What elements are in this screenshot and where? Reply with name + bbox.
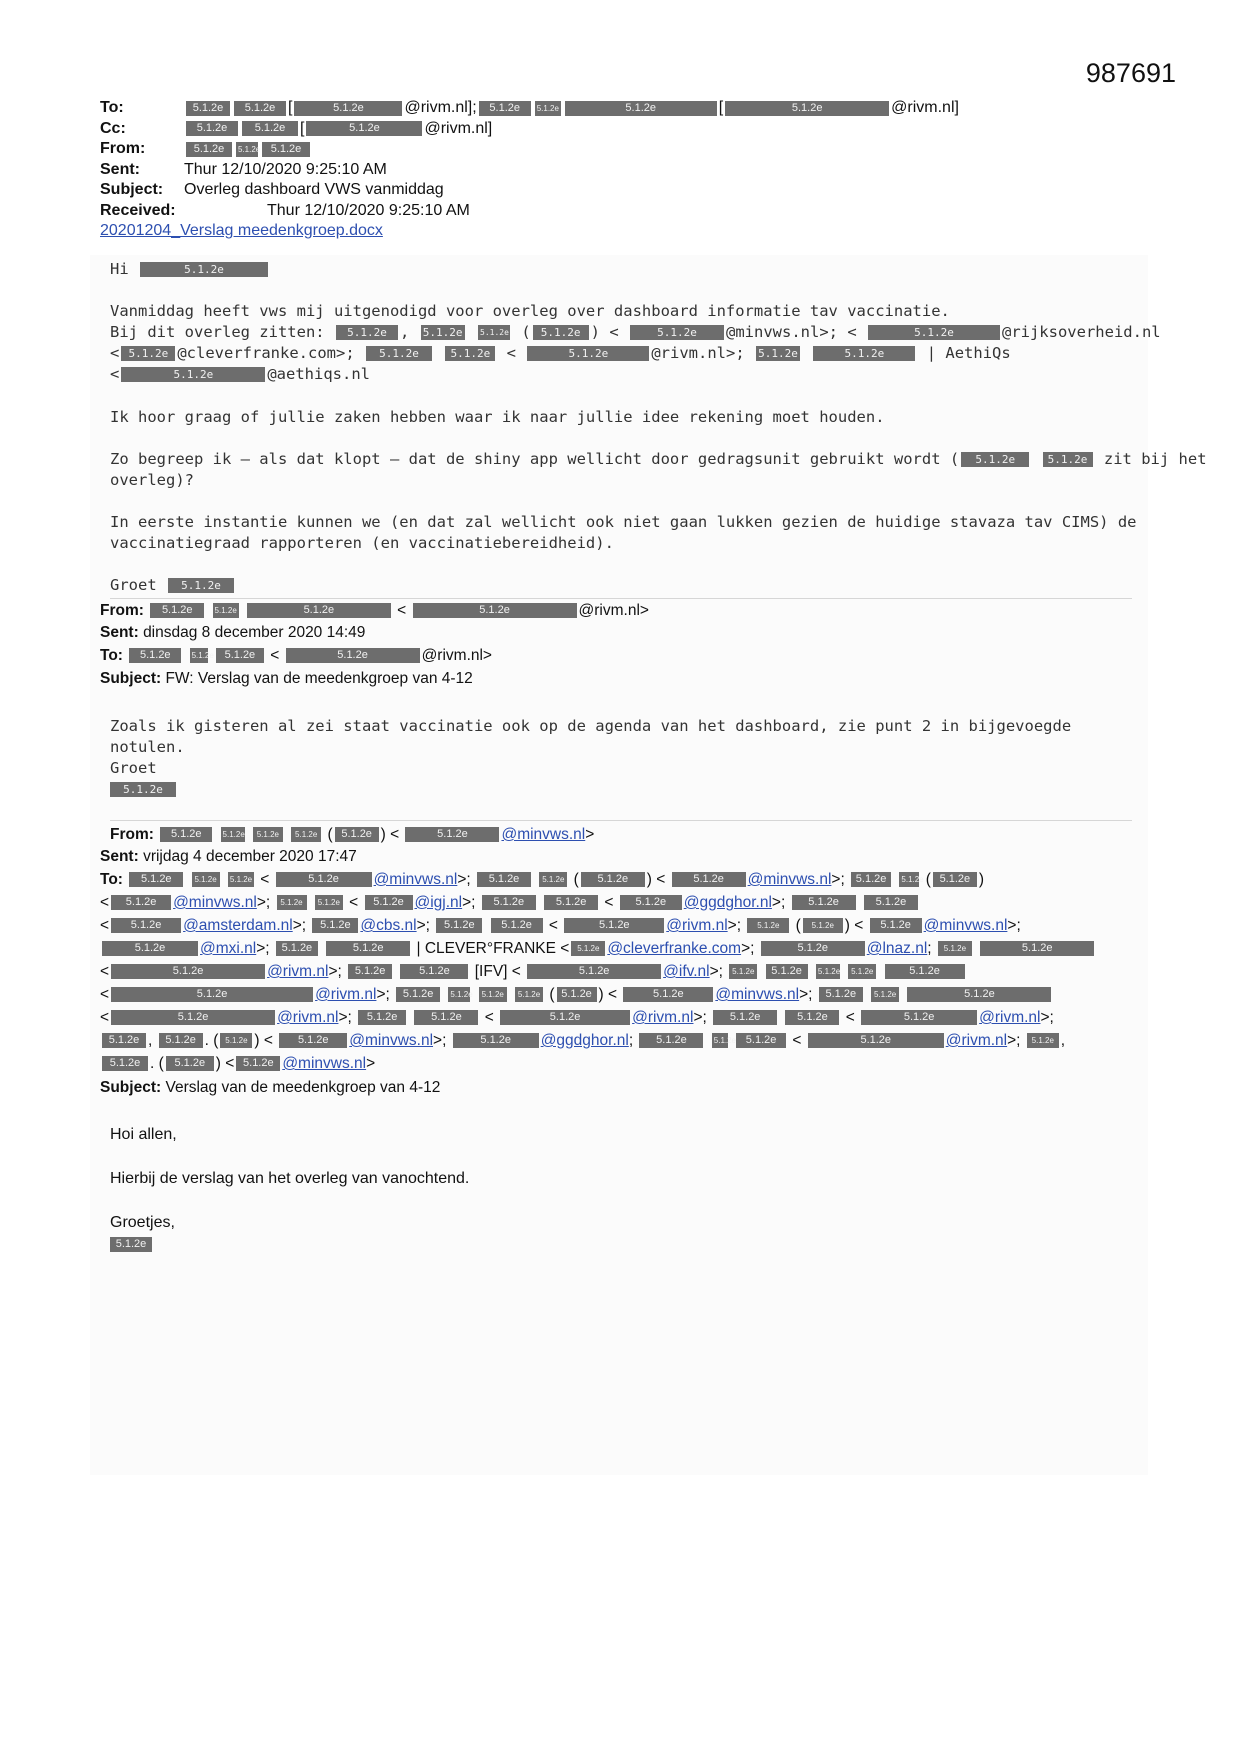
attachment-row (100, 221, 959, 242)
email-link[interactable]: @minvws.nl (923, 917, 1008, 934)
header-received-row (100, 201, 959, 222)
bracket: [ (300, 119, 305, 137)
header-cc-row (100, 119, 959, 140)
redaction-box: 5.1.2e (358, 1010, 406, 1025)
from-label: From: (100, 602, 144, 619)
redaction-box: 5.1.2e (620, 895, 682, 910)
redaction-box: 5.1.2e (336, 325, 398, 340)
email-link[interactable]: @lnaz.nl (866, 940, 928, 957)
email-link[interactable]: @minvws.nl (373, 871, 458, 888)
fw1-closing (110, 758, 1146, 800)
redaction-box: 5.1.2e (527, 346, 649, 361)
redaction-box: 5.1.2e (477, 872, 531, 887)
redaction-box: 5.1.2e (535, 101, 561, 116)
redaction-box: 5.1.2e (315, 895, 343, 910)
redaction-box: 5.1.2e (110, 782, 176, 797)
email-address: @minvws.nl>; (726, 323, 838, 341)
redaction-box: 5.1.2e (220, 1033, 252, 1048)
closing-text: Groet (110, 576, 157, 594)
paragraph-text: Zo begreep ik – als dat klopt – dat de shiny app wellicht door gedragsunit gebruikt wordt ( (110, 450, 960, 468)
redaction-box: 5.1.2e (405, 827, 499, 842)
redaction-box: 5.1.2e (277, 895, 307, 910)
message-closing (110, 575, 1146, 596)
paragraph-text: vaccinatiegraad rapporteren (en vaccinatiebereidheid). (110, 534, 614, 552)
redaction-box: 5.1.2e (166, 1056, 214, 1071)
redaction-box: 5.1.2e (279, 1033, 347, 1048)
redaction-box: 5.1.2e (871, 987, 899, 1002)
email-link[interactable]: @rivm.nl (632, 1009, 694, 1026)
redaction-box: 5.1.2e (725, 101, 889, 116)
redaction-box: 5.1.2e (792, 895, 856, 910)
to-rivm-mail: @rivm.nl] (891, 99, 959, 116)
redaction-box: 5.1.2e (961, 452, 1029, 467)
redaction-box: 5.1.2e (713, 1010, 777, 1025)
redaction-box: 5.1.2e (396, 987, 440, 1002)
redaction-box: 5.1.2e (140, 262, 268, 277)
redaction-box: 5.1.2e (766, 964, 808, 979)
attendees-line-2: < 5.1.2e @cleverfranke.com>; 5.1.2e 5.1.2e < 5.1.2e @rivm.nl>; 5.1.2e 5.1.2e | AethiQs (110, 344, 1011, 362)
redaction-box: 5.1.2e (870, 918, 922, 933)
email-link[interactable]: @minvws.nl (282, 1055, 367, 1072)
redaction-box: 5.1.2e (286, 648, 420, 663)
redaction-box: 5.1.2e (192, 872, 220, 887)
redaction-box: 5.1.2e (1027, 1033, 1059, 1048)
redaction-box: 5.1.2e (159, 1033, 203, 1048)
redaction-box: 5.1.2e (413, 603, 577, 618)
redaction-box: 5.1.2e (111, 1010, 275, 1025)
to-line: 5.1.2e @mxi.nl>; 5.1.2e 5.1.2e | CLEVER°FRANKE < 5.1.2e @cleverfranke.com>; 5.1.2e @lnaz.nl; 5.1.2e 5.1.2e (100, 937, 1130, 960)
redaction-box: 5.1.2e (228, 872, 254, 887)
redaction-box: 5.1.2e (335, 827, 379, 842)
to-line: To: 5.1.2e 5.1.2e 5.1.2e < 5.1.2e @minvws.nl>; 5.1.2e 5.1.2e ( 5.1.2e ) < 5.1.2e @minvws.nl>; 5.1.2e 5.1.2e ( 5.1.2e ) (100, 871, 985, 888)
email-link[interactable]: @rivm.nl (945, 1032, 1008, 1049)
subject-label: Subject: (100, 1079, 162, 1096)
fw1-to-row: To: 5.1.2e 5.1.2e 5.1.2e < 5.1.2e @rivm.nl> (100, 647, 492, 664)
redaction-box: 5.1.2e (571, 941, 605, 956)
redaction-box: 5.1.2e (479, 987, 507, 1002)
redaction-box: 5.1.2e (213, 603, 239, 618)
redaction-box: 5.1.2e (448, 987, 470, 1002)
redaction-box: 5.1.2e (533, 325, 589, 340)
redaction-box: 5.1.2e (756, 346, 800, 361)
email-link[interactable]: @minvws.nl (349, 1032, 434, 1049)
from-label: From: (100, 140, 146, 157)
redaction-box: 5.1.2e (907, 987, 1051, 1002)
redaction-box: 5.1.2e (312, 918, 358, 933)
sent-label: Sent: (100, 848, 139, 865)
redaction-box: 5.1.2e (736, 1033, 786, 1048)
redaction-box: 5.1.2e (848, 964, 876, 979)
fw2-from-row: From: 5.1.2e 5.1.2e 5.1.2e 5.1.2e ( 5.1.2e ) < 5.1.2e @minvws.nl> (110, 826, 595, 843)
fw1-from-row: From: 5.1.2e 5.1.2e 5.1.2e < 5.1.2e @rivm.nl> (100, 602, 649, 619)
redaction-box: 5.1.2e (491, 918, 543, 933)
fw2-greeting: Hoi allen, (110, 1126, 177, 1143)
email-link[interactable]: @ifv.nl (663, 963, 710, 980)
redaction-box: 5.1.2e (565, 101, 717, 116)
redaction-box: 5.1.2e (478, 325, 510, 340)
fw1-sent-row (100, 621, 365, 644)
fw1-body: Zoals ik gisteren al zei staat vaccinatie ook op de agenda van het dashboard, zie punt 2 in bijgevoegde notulen. (110, 717, 1072, 756)
redaction-box: 5.1.2e (326, 941, 410, 956)
redaction-box: 5.1.2e (938, 941, 972, 956)
to-line: < 5.1.2e @minvws.nl>; 5.1.2e 5.1.2e < 5.1.2e @igj.nl>; 5.1.2e 5.1.2e < 5.1.2e @ggdghor.nl>; 5.1.2e 5.1.2e (100, 891, 1130, 914)
redaction-box: 5.1.2e (623, 987, 713, 1002)
email-address: @rijksoverheid.nl (1001, 323, 1161, 341)
sent-value: Thur 12/10/2020 9:25:10 AM (184, 160, 387, 178)
email-address: @aethiqs.nl (267, 365, 370, 383)
redaction-box: 5.1.2e (121, 346, 175, 361)
redaction-box: 5.1.2e (221, 827, 245, 842)
message-paragraph-1 (110, 301, 1161, 385)
redaction-box: 5.1.2e (168, 578, 234, 593)
received-value: Thur 12/10/2020 9:25:10 AM (267, 201, 470, 219)
redaction-box: 5.1.2e (672, 872, 746, 887)
redaction-box: 5.1.2e (294, 101, 402, 116)
redaction-box: 5.1.2e (186, 101, 230, 116)
redaction-box: 5.1.2e (110, 1237, 152, 1252)
email-link[interactable]: @minvws.nl (173, 894, 257, 911)
email-link[interactable]: @rivm.nl (666, 917, 728, 934)
header-sent-row (100, 160, 959, 181)
redaction-box: 5.1.2e (236, 1056, 280, 1071)
email-link[interactable]: @rivm.nl (277, 1009, 339, 1026)
email-link[interactable]: @rivm.nl (979, 1009, 1041, 1026)
email-link[interactable]: @amsterdam.nl (183, 917, 293, 934)
redaction-box: 5.1.2e (216, 648, 264, 663)
redaction-box: 5.1.2e (129, 872, 183, 887)
subject-value: Verslag van de meedenkgroep van 4-12 (165, 1079, 441, 1096)
redaction-box: 5.1.2e (186, 121, 238, 136)
redaction-box: 5.1.2e (557, 987, 597, 1002)
message-greeting (110, 259, 1146, 280)
email-link[interactable]: @rivm.nl (315, 986, 377, 1003)
email-link[interactable]: @cbs.nl (360, 917, 417, 934)
paragraph-text: Bij dit overleg zitten: (110, 323, 325, 341)
greeting-text: Hi (110, 260, 129, 278)
redaction-box: 5.1.2e (899, 872, 919, 887)
redaction-box: 5.1.2e (479, 101, 531, 116)
redaction-box: 5.1.2e (544, 895, 598, 910)
bracket: [ (288, 99, 293, 116)
sent-label: Sent: (100, 160, 140, 178)
from-label: From: (110, 826, 154, 843)
redaction-box: 5.1.2e (747, 918, 789, 933)
email-link[interactable]: @minvws.nl (747, 871, 832, 888)
fw2-to-block (100, 868, 1130, 1075)
redaction-box: 5.1.2e (111, 918, 181, 933)
to-rivm-mail: @rivm.nl]; (404, 99, 477, 116)
redaction-box: 5.1.2e (785, 1010, 839, 1025)
redaction-box: 5.1.2e (980, 941, 1094, 956)
attachment-link[interactable]: 20201204_Verslag meedenkgroep.docx (100, 222, 383, 239)
paragraph-text: Vanmiddag heeft vws mij uitgenodigd voor overleg over dashboard informatie tav vaccinatie. (110, 302, 950, 320)
redaction-box: 5.1.2e (813, 346, 915, 361)
redaction-box: 5.1.2e (864, 895, 918, 910)
subject-label: Subject: (100, 670, 162, 687)
message-paragraph-2: Ik hoor graag of jullie zaken hebben waar ik naar jullie idee rekening moet houden. (110, 408, 885, 426)
sent-label: Sent: (100, 624, 139, 641)
received-label: Received: (100, 201, 176, 219)
redaction-box: 5.1.2e (111, 895, 171, 910)
fw2-body: Hierbij de verslag van het overleg van vanochtend. (110, 1170, 470, 1187)
cc-rivm-mail: @rivm.nl] (424, 119, 493, 137)
email-link[interactable]: @minvws.nl (501, 826, 586, 843)
redaction-box: 5.1.2e (933, 872, 977, 887)
redaction-box: 5.1.2e (236, 142, 258, 157)
email-link[interactable]: @cleverfranke.com (607, 940, 742, 957)
email-link[interactable]: @minvws.nl (715, 986, 800, 1003)
subject-value: FW: Verslag van de meedenkgroep van 4-12 (165, 670, 473, 687)
redaction-box: 5.1.2e (500, 1010, 630, 1025)
forward-header-1 (100, 599, 649, 622)
email-link[interactable]: @ggdghor.nl (540, 1032, 629, 1049)
redaction-box: 5.1.2e (861, 1010, 977, 1025)
email-address: @cleverfranke.com>; (177, 344, 355, 362)
redaction-box: 5.1.2e (482, 895, 536, 910)
company-label: [IFV] (474, 963, 508, 980)
company-label: | CLEVER°FRANKE (416, 940, 556, 957)
redaction-box: 5.1.2e (160, 827, 212, 842)
redaction-box: 5.1.2e (247, 603, 391, 618)
cc-label: Cc: (100, 119, 126, 137)
redaction-box: 5.1.2e (242, 121, 298, 136)
redaction-box: 5.1.2e (400, 964, 468, 979)
email-link[interactable]: @mxi.nl (200, 940, 257, 957)
email-address: @rivm.nl> (421, 647, 492, 664)
to-line: < 5.1.2e @amsterdam.nl>; 5.1.2e @cbs.nl>; 5.1.2e 5.1.2e < 5.1.2e @rivm.nl>; 5.1.2e ( 5.1.2e ) < 5.1.2e @minvws.nl>; (100, 917, 1021, 934)
redaction-box: 5.1.2e (453, 1033, 539, 1048)
header-subject-row (100, 180, 959, 201)
redaction-box: 5.1.2e (306, 121, 422, 136)
email-link[interactable]: @ggdghor.nl (683, 894, 772, 911)
redaction-box: 5.1.2e (414, 1010, 478, 1025)
redaction-box: 5.1.2e (819, 987, 863, 1002)
redaction-box: 5.1.2e (276, 941, 318, 956)
redaction-box: 5.1.2e (421, 325, 465, 340)
redaction-box: 5.1.2e (365, 895, 413, 910)
redaction-box: 5.1.2e (190, 648, 208, 663)
subject-label: Subject: (100, 181, 164, 198)
redaction-box: 5.1.2e (803, 918, 843, 933)
closing-text: Groet (110, 759, 157, 777)
redaction-box: 5.1.2e (729, 964, 757, 979)
to-line: < 5.1.2e @rivm.nl>; 5.1.2e 5.1.2e 5.1.2e 5.1.2e ( 5.1.2e ) < 5.1.2e @minvws.nl>; 5.1.2e 5.1.2e 5.1.2e (100, 983, 1130, 1006)
closing-text: Groetjes, (110, 1214, 175, 1231)
paragraph-text: zit bij het (1103, 450, 1207, 468)
redaction-box: 5.1.2e (111, 987, 313, 1002)
redaction-box: 5.1.2e (348, 964, 392, 979)
redaction-box: 5.1.2e (253, 827, 283, 842)
header-to-row (100, 98, 959, 119)
redaction-box: 5.1.2e (129, 648, 181, 663)
redaction-box: 5.1.2e (366, 346, 432, 361)
attendees-line-3: < 5.1.2e @aethiqs.nl (110, 365, 370, 383)
message-paragraph-4 (110, 512, 1146, 554)
redaction-box: 5.1.2e (111, 964, 265, 979)
separator (110, 820, 1132, 821)
redaction-box: 5.1.2e (630, 325, 724, 340)
to-label: To: (100, 99, 124, 116)
sent-value: dinsdag 8 december 2020 14:49 (143, 624, 366, 641)
redaction-box: 5.1.2e (639, 1033, 703, 1048)
to-line: 5.1.2e . ( 5.1.2e ) < 5.1.2e @minvws.nl> (100, 1052, 1130, 1075)
redaction-box: 5.1.2e (712, 1033, 728, 1048)
email-address: @rivm.nl> (578, 602, 649, 619)
email-address: @rivm.nl>; (651, 344, 745, 362)
redaction-box: 5.1.2e (150, 603, 204, 618)
redaction-box: 5.1.2e (1043, 452, 1093, 467)
redaction-box: 5.1.2e (808, 1033, 944, 1048)
email-link[interactable]: @igj.nl (414, 894, 463, 911)
fw1-subject-row (100, 667, 473, 690)
redaction-box: 5.1.2e (515, 987, 543, 1002)
email-link[interactable]: @rivm.nl (267, 963, 329, 980)
redaction-box: 5.1.2e (851, 872, 891, 887)
redaction-box: 5.1.2e (868, 325, 1000, 340)
company-label: | AethiQs (926, 344, 1011, 362)
redaction-box: 5.1.2e (816, 964, 840, 979)
subject-value: Overleg dashboard VWS vanmiddag (184, 181, 444, 198)
fw2-sent-row (100, 845, 357, 868)
redaction-box: 5.1.2e (291, 827, 321, 842)
to-label: To: (100, 647, 123, 664)
header-from-row (100, 139, 959, 160)
redaction-box: 5.1.2e (564, 918, 664, 933)
to-line: < 5.1.2e @rivm.nl>; 5.1.2e 5.1.2e [IFV] < 5.1.2e @ifv.nl>; 5.1.2e 5.1.2e 5.1.2e 5.1.2e 5.1.2e (100, 960, 1130, 983)
paragraph-text: overleg)? (110, 471, 194, 489)
redaction-box: 5.1.2e (445, 346, 495, 361)
document-id: 987691 (1085, 58, 1176, 88)
redaction-box: 5.1.2e (102, 941, 198, 956)
redaction-box: 5.1.2e (121, 367, 265, 382)
message-paragraph-3 (110, 449, 1207, 491)
to-line: 5.1.2e , 5.1.2e . ( 5.1.2e ) < 5.1.2e @minvws.nl>; 5.1.2e @ggdghor.nl; 5.1.2e 5.1.2e 5.1.2e < 5.1.2e @rivm.nl>; 5.1.2e , (100, 1029, 1130, 1052)
sent-value: vrijdag 4 december 2020 17:47 (143, 848, 357, 865)
redaction-box: 5.1.2e (234, 101, 286, 116)
email-header (100, 98, 959, 242)
redaction-box: 5.1.2e (436, 918, 482, 933)
redaction-box: 5.1.2e (527, 964, 661, 979)
paragraph-text: In eerste instantie kunnen we (en dat zal wellicht ook niet gaan lukken gezien de huidige stavaza tav CIMS) de (110, 513, 1137, 531)
redaction-box: 5.1.2e (276, 872, 372, 887)
redaction-box: 5.1.2e (581, 872, 645, 887)
redaction-box: 5.1.2e (186, 142, 232, 157)
fw2-closing (110, 1212, 1146, 1256)
redaction-box: 5.1.2e (102, 1056, 148, 1071)
to-line: < 5.1.2e @rivm.nl>; 5.1.2e 5.1.2e < 5.1.2e @rivm.nl>; 5.1.2e 5.1.2e < 5.1.2e @rivm.nl>; (100, 1009, 1054, 1026)
fw2-subject-row (100, 1076, 440, 1099)
redaction-box: 5.1.2e (539, 872, 567, 887)
redaction-box: 5.1.2e (885, 964, 965, 979)
bracket: [ (718, 99, 724, 116)
redaction-box: 5.1.2e (761, 941, 865, 956)
redaction-box: 5.1.2e (262, 142, 310, 157)
attendees-line-1: Bij dit overleg zitten: 5.1.2e , 5.1.2e 5.1.2e ( 5.1.2e ) < 5.1.2e @minvws.nl>; < 5.1.2e @rijksoverheid.nl (110, 323, 1161, 341)
redaction-box: 5.1.2e (102, 1033, 146, 1048)
to-label: To: (100, 871, 123, 888)
